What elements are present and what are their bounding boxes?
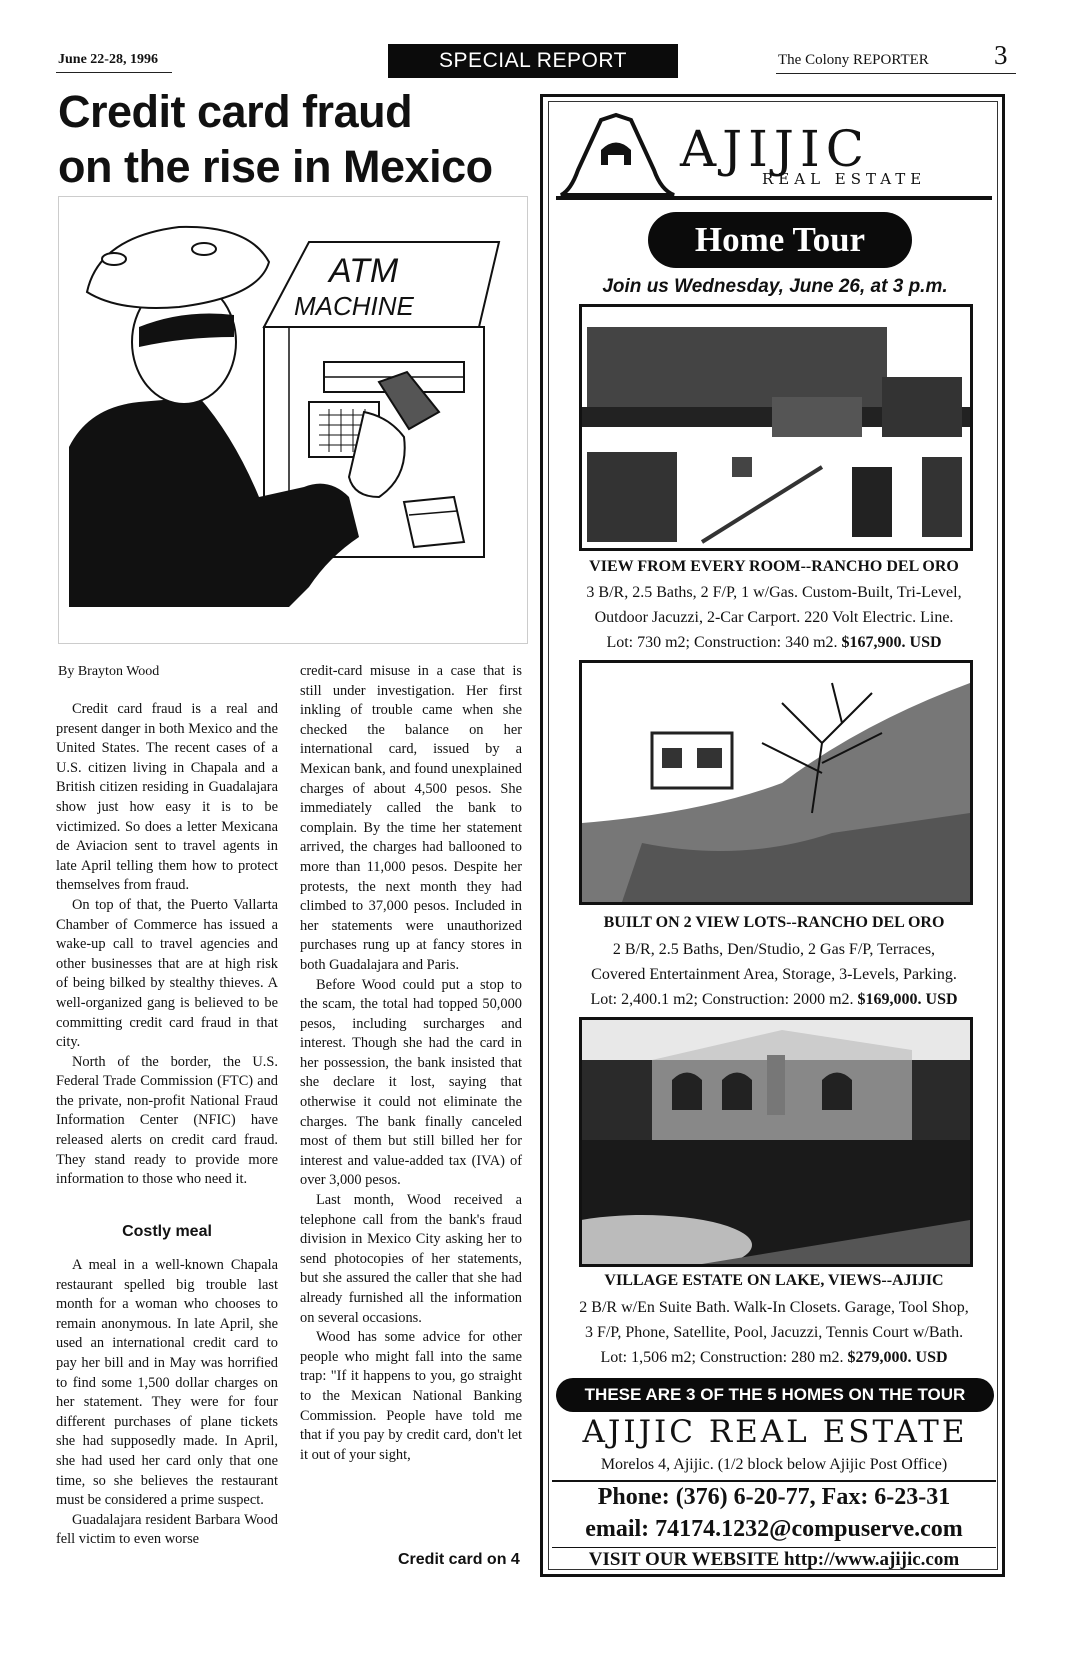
listing-photo-2: [579, 660, 973, 905]
paragraph: credit-card misuse in a case that is still under investigation. Her first inkling of trouble came when she checked the balance on her international card, issued by a Mexican bank, and found unexplained charges of about 4,500 pesos. She immediately called the bank to complain. By the time her statement arrived, the charges had ballooned to more than 11,000 pesos. Despite her protests, the next month they had climbed to 37,000 pesos. Included in her statements were unauthorized purchases rung up at fancy stores in both Guadalajara and Paris.: [300, 663, 522, 973]
continued-on-jump: Credit card on 4: [398, 1551, 520, 1568]
listing-1-title: VIEW FROM EVERY ROOM--RANCHO DEL ORO: [589, 558, 959, 575]
tour-date: Join us Wednesday, June 26, at 3 p.m.: [602, 276, 948, 297]
illustration-svg: [59, 197, 527, 643]
ad-logo-title: AJIJIC: [680, 120, 870, 178]
paragraph: Credit card fraud is a real and present danger in both Mexico and the United States. The recent cases of a U.S. citizen living in Chapala and a British citizen residing in Guadalajara show just how easy it is to be victimized. So does a letter Mexicana de Aviacion sent to travel agents in late April telling them how to protect themselves from fraud.: [56, 701, 278, 894]
listing-detail-line: Outdoor Jacuzzi, 2-Car Carport. 220 Volt Electric. Line.: [594, 609, 954, 626]
paragraph: Guadalajara resident Barbara Wood fell victim to even worse: [56, 1511, 278, 1548]
logo-rule: [556, 196, 992, 200]
machine-label: MACHINE: [294, 291, 414, 321]
header-rule-left: [56, 72, 172, 73]
article-column-1-continued: [56, 1256, 278, 1550]
header-rule-right: [776, 73, 1016, 74]
paragraph: Last month, Wood received a telephone call from the bank's fraud division in Mexico City asking her to send photocopies of her statements, but she assured the caller that she had already furnished all the information on several occasions.: [300, 1192, 522, 1326]
listing-photo-3: [579, 1017, 973, 1267]
listing-2-title: BUILT ON 2 VIEW LOTS--RANCHO DEL ORO: [603, 914, 945, 931]
listing-price: $279,000. USD: [847, 1349, 948, 1366]
section-banner: SPECIAL REPORT: [388, 44, 678, 78]
headline-line-2: on the rise in Mexico: [58, 141, 493, 192]
paragraph: Before Wood could put a stop to the scam, the total had topped 50,000 pesos, including surcharges and interest. Though she had the card in her possession, the bank insisted that she declare it lost, saying that otherwise it could not eliminate the charges. The bank finally canceled most of them but still billed her for interest and value-added tax (IVA) of over 3,000 pesos.: [300, 976, 522, 1189]
issue-date: June 22-28, 1996: [58, 52, 158, 67]
paragraph: Wood has some advice for other people who might fall into the same trap: "If it happens to you, go straight to the Mexican National Banking Commission. People have told me that if you pay by credit card, don't let it out of your sight,: [300, 1329, 522, 1463]
ad-footer-name: AJIJIC REAL ESTATE: [582, 1414, 968, 1450]
atm-label: ATM: [329, 252, 399, 290]
article-column-1: [56, 700, 278, 1190]
newspaper-name: The Colony REPORTER: [778, 52, 929, 68]
listing-price: $169,000. USD: [857, 991, 958, 1008]
listing-detail-line: [556, 1345, 992, 1370]
listing-lot: Lot: 1,506 m2; Construction: 280 m2.: [600, 1349, 844, 1366]
listing-detail-line: 2 B/R w/En Suite Bath. Walk-In Closets. Garage, Tool Shop,: [579, 1299, 969, 1316]
atm-thief-illustration: [58, 196, 528, 644]
listing-2-details: [556, 937, 992, 1012]
listing-detail-line: [556, 630, 992, 655]
listing-price: $167,900. USD: [841, 634, 942, 651]
house-logo-icon: [556, 110, 676, 200]
article-subhead: Costly meal: [122, 1223, 212, 1240]
listing-detail-line: Covered Entertainment Area, Storage, 3-Levels, Parking.: [591, 966, 957, 983]
headline-line-1: Credit card fraud: [58, 86, 413, 137]
article-column-2: [300, 662, 522, 1465]
footer-rule-2: [552, 1547, 996, 1548]
ad-address: Morelos 4, Ajijic. (1/2 block below Ajijic Post Office): [600, 1456, 948, 1473]
listing-lot: Lot: 2,400.1 m2; Construction: 2000 m2.: [590, 991, 854, 1008]
house-photo-1: [582, 307, 970, 548]
ad-phone: Phone: (376) 6-20-77, Fax: 6-23-31: [597, 1484, 951, 1510]
paragraph: A meal in a well-known Chapala restaurant spelled big trouble last month for a woman who chooses to remain anonymous. In late April, she used an international credit card to pay her bill and in May was horrified to find some 1,500 dollar charges on her statement. They were for four different purchases of plane tickets she had supposedly made. In April, she had used her card only that one time, so she believes the restaurant must be considered a prime suspect.: [56, 1257, 278, 1509]
ad-website: VISIT OUR WEBSITE http://www.ajijic.com: [588, 1549, 960, 1570]
house-photo-3: [582, 1020, 970, 1264]
listing-detail-line: 3 F/P, Phone, Satellite, Pool, Jacuzzi, Tennis Court w/Bath.: [584, 1324, 964, 1341]
listing-photo-1: [579, 304, 973, 551]
article-headline: [58, 84, 538, 194]
home-tour-banner: Home Tour: [648, 212, 912, 268]
listing-detail-line: 2 B/R, 2.5 Baths, Den/Studio, 2 Gas F/P, Terraces,: [612, 941, 936, 958]
paragraph: On top of that, the Puerto Vallarta Chamber of Commerce has issued a wake-up call to travel agencies and other businesses that are at high risk of being bilked by stealthy thieves. A well-organized gang is believed to be committing credit card fraud in that city.: [56, 896, 278, 1051]
listing-1-details: [556, 580, 992, 655]
listing-3-title: VILLAGE ESTATE ON LAKE, VIEWS--AJIJIC: [604, 1272, 944, 1289]
listing-lot: Lot: 730 m2; Construction: 340 m2.: [606, 634, 838, 651]
paragraph: North of the border, the U.S. Federal Trade Commission (FTC) and the private, non-profit National Fraud Information Center (NFIC) have released alerts on credit card fraud. They stand ready to provide more information to those who need it.: [56, 1053, 278, 1188]
footer-rule: [552, 1480, 996, 1482]
listing-3-details: [556, 1295, 992, 1370]
ad-email: email: 74174.1232@compuserve.com: [585, 1516, 963, 1542]
house-photo-2: [582, 663, 970, 902]
byline: By Brayton Wood: [58, 664, 160, 679]
ad-logo-subtitle: REAL ESTATE: [762, 170, 927, 188]
listing-detail-line: 3 B/R, 2.5 Baths, 2 F/P, 1 w/Gas. Custom-Built, Tri-Level,: [586, 584, 962, 601]
page-number: 3: [994, 40, 1008, 70]
listing-detail-line: [556, 987, 992, 1012]
tour-count-banner: THESE ARE 3 OF THE 5 HOMES ON THE TOUR: [556, 1378, 994, 1412]
